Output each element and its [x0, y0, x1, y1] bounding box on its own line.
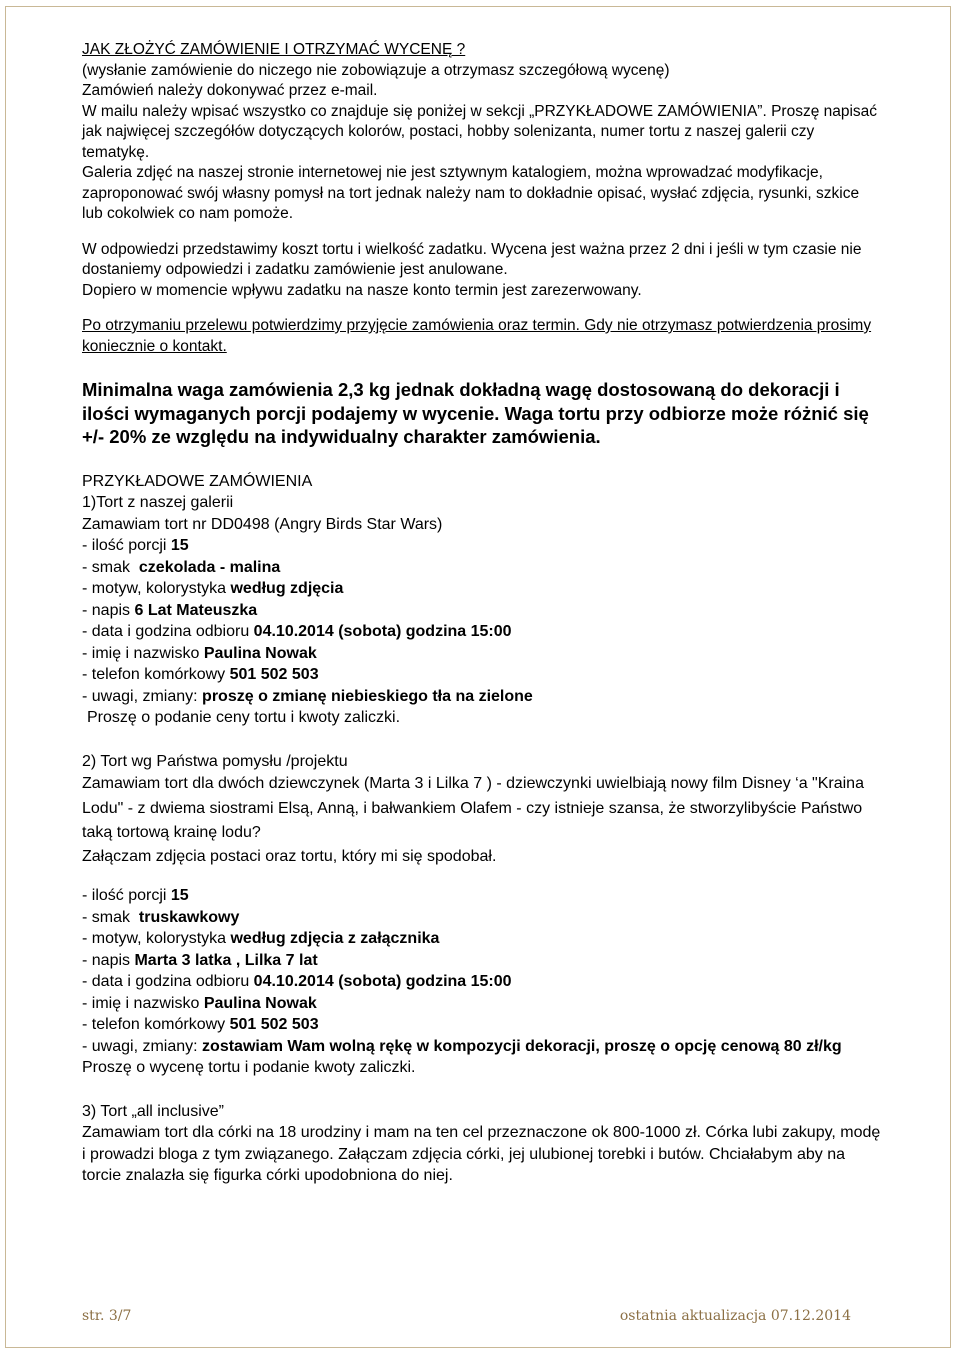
detail-name: - imię i nazwisko Paulina Nowak — [82, 644, 317, 662]
last-updated: ostatnia aktualizacja 07.12.2014 — [619, 1308, 851, 1324]
detail-motif: - motyw, kolorystyka według zdjęcia z załącznika — [82, 930, 440, 947]
page-heading: JAK ZŁOŻYĆ ZAMÓWIENIE I OTRZYMAĆ WYCENĘ ? — [82, 41, 466, 58]
document-body — [82, 40, 882, 1187]
intro-section — [82, 40, 882, 357]
attachment-line: Załączam zdjęcia postaci oraz tortu, który mi się spodobał. — [82, 847, 497, 865]
detail-notes: - uwagi, zmiany: proszę o zmianę niebieskiego tła na zielone — [82, 687, 533, 705]
detail-pickup-date: - data i godzina odbioru 04.10.2014 (sobota) godzina 15:00 — [82, 623, 512, 640]
paragraph-quote: W odpowiedzi przedstawimy koszt tortu i wielkość zadatku. Wycena jest ważna przez 2 dni i jeśli w tym czasie nie dostaniemy odpowiedzi i zadatku zamówienie jest anulowane. — [82, 240, 862, 278]
example-1 — [82, 492, 882, 729]
description: Zamawiam tort dla dwóch dziewczynek (Marta 3 i Lilka 7 ) - dziewczynki uwielbiają nowy film Disney ‘a "Kraina Lodu" - z dwiema siostrami Elsą, Anną, i bałwankiem Olafem - czy istnieje szansa, że stworzylibyście Państwo taką tortową krainę lodu? — [82, 775, 864, 841]
example-3 — [82, 1101, 882, 1187]
example-2 — [82, 751, 882, 1079]
detail-name: - imię i nazwisko Paulina Nowak — [82, 994, 317, 1012]
detail-notes: - uwagi, zmiany: zostawiam Wam wolną rękę w kompozycji dekoracji, proszę o opcję cenową 80 zł/kg — [82, 1037, 842, 1055]
paragraph-instructions: W mailu należy wpisać wszystko co znajduje się poniżej w sekcji „PRZYKŁADOWE ZAMÓWIENIA”. Proszę napisać jak najwięcej szczegółów dotyczących kolorów, postaci, hobby solenizanta, numer tortu z naszej galerii czy tematykę. — [82, 102, 878, 161]
closing-line: Proszę o wycenę tortu i podanie kwoty zaliczki. — [82, 1059, 416, 1076]
paragraph-gallery: Galeria zdjęć na naszej stronie internetowej nie jest sztywnym katalogiem, można wprowadzać modyfikacje, zaproponować swój własny pomysł na tort jednak należy nam to dokładnie opisać, wysłać zdjęcia, rysunki, szkice lub cokolwiek co nam pomoże. — [82, 164, 860, 222]
example-title: 1)Tort z naszej galerii — [82, 494, 234, 511]
example-title: 3) Tort „all inclusive” — [82, 1102, 224, 1120]
detail-phone: - telefon komórkowy 501 502 503 — [82, 666, 319, 683]
detail-portions: - ilość porcji 15 — [82, 537, 189, 554]
example-title: 2) Tort wg Państwa pomysłu /projektu — [82, 752, 348, 770]
page-number: str. 3/7 — [82, 1308, 132, 1324]
description: Zamawiam tort dla córki na 18 urodziny i mam na ten cel przeznaczone ok 800-1000 zł. Córka lubi zakupy, modę i prowadzi bloga z tym związanego. Załączam zdjęcia córki, jej ulubionej torebki i butów. Chciałabym aby na torcie znalazła się figurka córki upodobniona do niej. — [82, 1124, 881, 1184]
detail-cake-text: - napis Marta 3 latka , Lilka 7 lat — [82, 951, 318, 969]
paragraph-deposit: Dopiero w momencie wpływu zadatku na nasze konto termin jest zarezerwowany. — [82, 281, 642, 299]
examples-section — [82, 471, 882, 1187]
paragraph-confirmation: Po otrzymaniu przelewu potwierdzimy przyjęcie zamówienia oraz termin. Gdy nie otrzymasz potwierdzenia prosimy koniecznie o kontakt. — [82, 317, 872, 355]
examples-title: PRZYKŁADOWE ZAMÓWIENIA — [82, 472, 313, 490]
detail-portions: - ilość porcji 15 — [82, 887, 189, 904]
detail-motif: - motyw, kolorystyka według zdjęcia — [82, 580, 344, 597]
detail-pickup-date: - data i godzina odbioru 04.10.2014 (sobota) godzina 15:00 — [82, 973, 512, 990]
weight-notice: Minimalna waga zamówienia 2,3 kg jednak dokładną wagę dostosowaną do dekoracji i ilości wymaganych porcji podajemy w wycenie. Waga tortu przy odbiorze może różnić się +/- 20% ze względu na indywidualny charakter zamówienia. — [82, 379, 869, 447]
detail-flavor: - smak czekolada - malina — [82, 558, 281, 576]
detail-cake-text: - napis 6 Lat Mateuszka — [82, 601, 258, 619]
detail-flavor: - smak truskawkowy — [82, 908, 240, 926]
closing-line: Proszę o podanie ceny tortu i kwoty zaliczki. — [87, 709, 401, 726]
email-line: Zamówień należy dokonywać przez e-mail. — [82, 82, 378, 99]
order-line: Zamawiam tort nr DD0498 (Angry Birds Star Wars) — [82, 515, 443, 533]
subheading: (wysłanie zamówienie do niczego nie zobowiązuje a otrzymasz szczegółową wycenę) — [82, 61, 670, 79]
detail-phone: - telefon komórkowy 501 502 503 — [82, 1016, 319, 1033]
